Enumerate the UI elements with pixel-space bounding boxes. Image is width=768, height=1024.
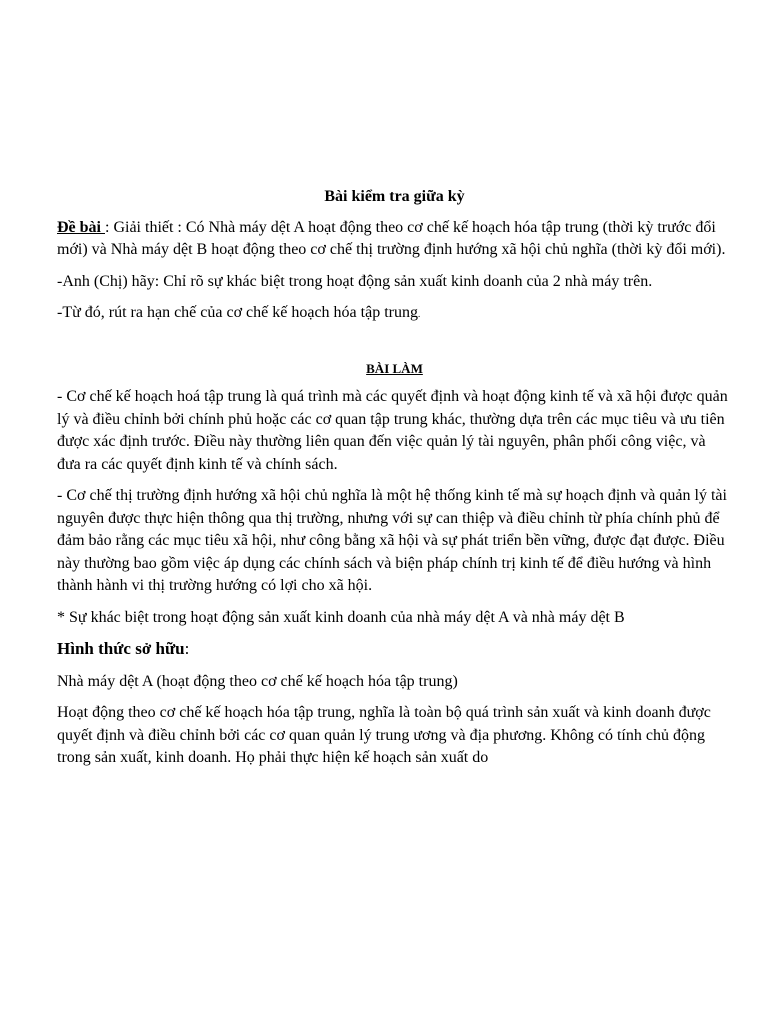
ownership-heading-colon: : [184, 639, 190, 658]
task-1: -Anh (Chị) hãy: Chỉ rõ sự khác biệt trong hoạt động sản xuất kinh doanh của 2 nhà máy trên. [57, 272, 653, 290]
answer-title: BÀI LÀM [366, 360, 423, 376]
prompt-label: Đề bài [57, 218, 105, 236]
task-2-text: -Từ đó, rút ra hạn chế của cơ chế kế hoạch hóa tập trung [57, 304, 418, 321]
factory-a-text: Hoạt động theo cơ chế kế hoạch hóa tập trung, nghĩa là toàn bộ quá trình sản xuất và kinh doanh được quyết định và điều chỉnh bởi các cơ quan quản lý trung ương và địa phương. Không có tính chủ động trong sản xuất, kinh doanh. Họ phải thực hiện kế hoạch sản xuất do [57, 704, 711, 766]
prompt-paragraph [57, 217, 732, 262]
ownership-heading-text: Hình thức sở hữu [57, 639, 185, 658]
document-title: Bài kiểm tra giữa kỳ [324, 188, 465, 205]
answer-paragraph-1: - Cơ chế kế hoạch hoá tập trung là quá trình mà các quyết định và hoạt động kinh tế và xã hội được quản lý và điều chỉnh bởi chính phủ hoặc các cơ quan tập trung khác, thường dựa trên các mục tiêu và ưu tiên được xác định trước. Điều này thường liên quan đến việc quản lý tài nguyên, phân phối công việc, và đưa ra các quyết định kinh tế và chính sách. [57, 388, 728, 473]
prompt-text: : Giải thiết : Có Nhà máy dệt A hoạt động theo cơ chế kế hoạch hóa tập trung (thời kỳ trước đổi mới) và Nhà máy dệt B hoạt động theo cơ chế thị trường định hướng xã hội chủ nghĩa (thời kỳ đổi mới). [57, 218, 726, 258]
factory-a-label: Nhà máy dệt A (hoạt động theo cơ chế kế hoạch hóa tập trung) [57, 672, 458, 690]
ownership-heading [57, 638, 732, 661]
document-page [57, 186, 732, 779]
answer-paragraph-2: - Cơ chế thị trường định hướng xã hội chủ nghĩa là một hệ thống kinh tế mà sự hoạch định và quản lý tài nguyên được thực hiện thông qua thị trường, nhưng với sự can thiệp và điều chỉnh từ phía chính phủ để đảm bảo rằng các mục tiêu xã hội, như công bằng xã hội và sự phát triển bền vững, được đạt được. Điều này thường bao gồm việc áp dụng các chính sách và biện pháp chính trị kinh tế để điều hướng và hình thành hành vi thị trường hướng có lợi cho xã hội. [57, 487, 727, 594]
difference-intro: * Sự khác biệt trong hoạt động sản xuất kinh doanh của nhà máy dệt A và nhà máy dệt B [57, 608, 625, 626]
task-2-period: . [417, 309, 421, 319]
task-2 [57, 302, 732, 326]
